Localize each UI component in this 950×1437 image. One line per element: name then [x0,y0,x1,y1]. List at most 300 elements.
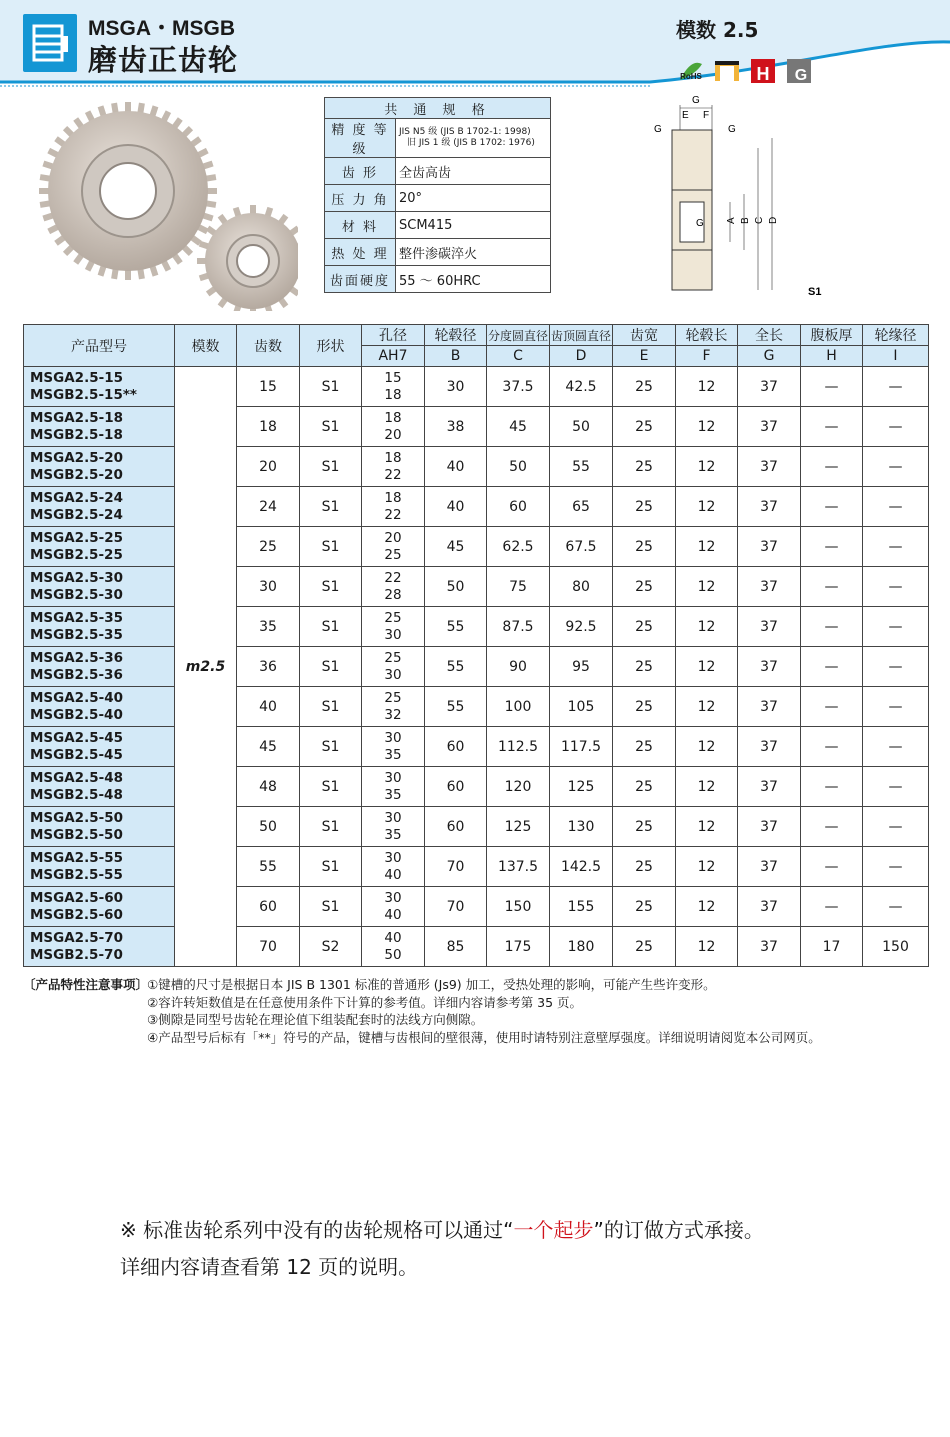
total-length [738,647,801,687]
hub-diameter-line: 70 [446,858,465,875]
product-model [24,767,175,807]
teeth-count-line: 50 [259,818,277,835]
face-width-line: 25 [635,378,653,395]
hardened-icon [748,56,778,86]
web-thickness [801,847,863,887]
product-model [24,887,175,927]
dim-label: F [703,110,710,121]
rim-diameter-line: — [888,858,903,875]
web-thickness [801,407,863,447]
hub-length-line: 12 [697,578,716,595]
bore-diameter-line: 30 [384,849,402,866]
hub-diameter [425,527,487,567]
outside-diameter [550,567,613,607]
col-subheader: D [550,346,613,367]
product-table [23,324,929,967]
dim-label: D [768,216,779,224]
bore-diameter-line: 18 [384,386,402,403]
spec-label: 压 力 角 [325,185,396,212]
pitch-diameter [487,527,550,567]
rim-diameter-line: — [888,378,903,395]
spec-precision-line1: JIS N5 级 (JIS B 1702-1: 1998) [399,127,531,137]
hub-length [676,367,738,407]
col-header: 齿顶圆直径 [550,325,613,346]
outside-diameter-line: 117.5 [560,738,602,755]
badge-row [676,56,814,86]
hub-length-line: 12 [697,738,716,755]
outside-diameter [550,927,613,967]
bore-diameter-line: 35 [384,826,402,843]
table-row [24,687,929,727]
footer-text: ※ 标准齿轮系列中没有的齿轮规格可以通过“ [120,1218,514,1242]
shape-line: S1 [321,818,340,835]
rim-diameter-line: — [888,618,903,635]
pitch-diameter-line: 45 [509,418,527,435]
bore-diameter [362,407,425,447]
outside-diameter [550,487,613,527]
bore-diameter-line: 40 [384,929,402,946]
pitch-diameter-line: 175 [504,938,532,955]
spec-precision-line2: 旧 JIS 1 级 (JIS B 1702: 1976) [407,138,535,148]
shape-line: S1 [321,458,340,475]
shape-line: S1 [321,418,340,435]
hub-length-line: 12 [697,658,716,675]
col-header: 腹板厚 [801,325,863,346]
bore-diameter [362,647,425,687]
hub-length [676,727,738,767]
bore-diameter [362,767,425,807]
shape-line: S1 [321,618,340,635]
spec-label: 材 料 [325,212,396,239]
rim-diameter [863,407,929,447]
teeth-count [237,567,300,607]
face-width [613,687,676,727]
face-width [613,447,676,487]
product-model [24,407,175,447]
face-width-line: 25 [635,498,653,515]
hub-diameter [425,767,487,807]
col-header: 齿数 [237,325,300,367]
bore-diameter-line: 18 [384,409,402,426]
product-model-line: MSGB2.5-40 [30,706,123,723]
teeth-count-line: 24 [259,498,277,515]
web-thickness [801,487,863,527]
pitch-diameter [487,687,550,727]
hub-length-line: 12 [697,458,716,475]
rim-diameter-line: 150 [882,938,909,955]
shape [300,647,362,687]
col-header: 轮毂径 [425,325,487,346]
bore-diameter-line: 15 [384,369,402,386]
product-model [24,647,175,687]
total-length-line: 37 [760,698,778,715]
bore-diameter [362,687,425,727]
hub-diameter [425,687,487,727]
outside-diameter [550,367,613,407]
shape [300,487,362,527]
face-width-line: 25 [635,738,653,755]
web-thickness-line: — [824,578,839,595]
bore-diameter [362,447,425,487]
outside-diameter [550,647,613,687]
outside-diameter-line: 105 [567,698,595,715]
rim-diameter [863,487,929,527]
bore-diameter-line: 22 [384,569,402,586]
table-row [24,647,929,687]
outside-diameter [550,687,613,727]
dim-label: G [692,95,700,106]
pitch-diameter-line: 62.5 [502,538,534,555]
total-length-line: 37 [760,778,778,795]
shape-line: S1 [321,378,340,395]
hub-length [676,687,738,727]
face-width-line: 25 [635,858,653,875]
hub-diameter-line: 70 [446,898,465,915]
teeth-count [237,687,300,727]
bore-diameter [362,367,425,407]
pitch-diameter-line: 125 [504,818,532,835]
bore-diameter [362,887,425,927]
pitch-diameter [487,767,550,807]
dim-label: E [682,110,689,121]
web-thickness-line: — [824,778,839,795]
total-length [738,687,801,727]
bore-diameter-line: 30 [384,666,402,683]
teeth-count-line: 60 [259,898,277,915]
hub-diameter-line: 60 [446,818,465,835]
hub-diameter [425,607,487,647]
rim-diameter-line: — [888,658,903,675]
series-name: MSGA・MSGB [88,17,235,40]
product-model-line: MSGA2.5-25 [30,529,123,546]
total-length [738,887,801,927]
bore-diameter-line: 40 [384,906,402,923]
hub-length-line: 12 [697,818,716,835]
hub-length-line: 12 [697,938,716,955]
hub-length [676,807,738,847]
bore-diameter-line: 32 [384,706,402,723]
total-length [738,847,801,887]
shape [300,527,362,567]
product-model-line: MSGA2.5-24 [30,489,123,506]
hub-diameter [425,847,487,887]
rim-diameter-line: — [888,578,903,595]
product-model-line: MSGB2.5-48 [30,786,123,803]
table-row [24,767,929,807]
face-width-line: 25 [635,538,653,555]
product-model [24,807,175,847]
module-label: 模数 2.5 [676,18,759,42]
product-model-line: MSGA2.5-20 [30,449,123,466]
web-thickness [801,807,863,847]
product-model-line: MSGB2.5-55 [30,866,123,883]
rim-diameter [863,647,929,687]
product-model [24,567,175,607]
pitch-diameter-line: 90 [509,658,527,675]
web-thickness-line: 17 [822,938,841,955]
page-title: 磨齿正齿轮 [88,43,239,77]
face-width [613,887,676,927]
hub-length [676,927,738,967]
pitch-diameter [487,607,550,647]
teeth-count-line: 55 [259,858,277,875]
rim-diameter [863,807,929,847]
web-thickness [801,647,863,687]
dim-label: G [654,124,662,135]
face-width [613,767,676,807]
teeth-count [237,527,300,567]
table-row [24,927,929,967]
web-thickness [801,527,863,567]
teeth-count [237,767,300,807]
total-length-line: 37 [760,658,778,675]
series-logo-icon [23,14,77,72]
product-model-line: MSGA2.5-45 [30,729,123,746]
product-model-line: MSGA2.5-70 [30,929,123,946]
outside-diameter-line: 95 [572,658,590,675]
teeth-count-line: 25 [259,538,277,555]
total-length-line: 37 [760,378,778,395]
product-model-line: MSGB2.5-70 [30,946,123,963]
product-model [24,847,175,887]
face-width-line: 25 [635,618,653,635]
rohs-badge-text: RoHS [680,72,702,81]
ground-badge-text: G [794,67,808,84]
shape [300,767,362,807]
bore-diameter-line: 20 [384,426,402,443]
hardened-badge-text: H [756,64,770,84]
total-length-line: 37 [760,938,778,955]
total-length [738,367,801,407]
web-thickness-line: — [824,418,839,435]
hub-length [676,527,738,567]
shape [300,407,362,447]
rim-diameter-line: — [888,538,903,555]
outside-diameter-line: 65 [572,498,590,515]
rim-diameter [863,727,929,767]
outside-diameter-line: 155 [567,898,595,915]
hub-length [676,447,738,487]
col-header: 模数 [175,325,237,367]
total-length [738,407,801,447]
hub-length [676,407,738,447]
spec-value: SCM415 [396,212,551,239]
ground-icon [784,56,814,86]
product-model-line: MSGB2.5-15** [30,386,137,403]
web-thickness [801,607,863,647]
product-model-line: MSGB2.5-24 [30,506,123,523]
product-model-line: MSGB2.5-50 [30,826,123,843]
web-thickness-line: — [824,698,839,715]
face-width [613,847,676,887]
shape [300,367,362,407]
face-width [613,567,676,607]
hub-length-line: 12 [697,538,716,555]
face-width-line: 25 [635,698,653,715]
hub-diameter-line: 38 [446,418,465,435]
pitch-diameter [487,487,550,527]
total-length [738,447,801,487]
teeth-count-line: 15 [259,378,277,395]
shape [300,887,362,927]
hub-diameter-line: 40 [446,498,465,515]
face-width [613,807,676,847]
rim-diameter-line: — [888,698,903,715]
teeth-count-line: 20 [259,458,277,475]
product-model-line: MSGA2.5-18 [30,409,123,426]
col-subheader: F [676,346,738,367]
hub-diameter [425,807,487,847]
face-width-line: 25 [635,458,653,475]
rim-diameter-line: — [888,418,903,435]
notes-label: 〔产品特性注意事项〕 [23,977,149,992]
outside-diameter [550,847,613,887]
teeth-count [237,847,300,887]
shape-line: S1 [321,538,340,555]
col-header: 轮缘径 [863,325,929,346]
pitch-diameter [487,407,550,447]
shape [300,567,362,607]
notes-list [147,976,821,1046]
bore-diameter-line: 30 [384,729,402,746]
table-row [24,367,929,407]
rim-diameter-line: — [888,898,903,915]
face-width [613,367,676,407]
total-length [738,727,801,767]
bore-diameter-line: 22 [384,466,402,483]
hub-length [676,487,738,527]
table-row [24,847,929,887]
hub-length-line: 12 [697,418,716,435]
teeth-count [237,927,300,967]
teeth-count [237,887,300,927]
hub-length [676,647,738,687]
hub-diameter-line: 30 [446,378,465,395]
web-thickness-line: — [824,498,839,515]
shape [300,727,362,767]
rim-diameter [863,527,929,567]
product-model-line: MSGB2.5-45 [30,746,123,763]
hub-length [676,607,738,647]
note-item: ④产品型号后标有「**」符号的产品，键槽与齿根间的壁很薄，使用时请特别注意壁厚强度。详细说明请阅览本公司网页。 [147,1029,821,1045]
hub-diameter-line: 60 [446,778,465,795]
face-width [613,927,676,967]
bore-diameter [362,727,425,767]
pitch-diameter [487,927,550,967]
table-row [24,807,929,847]
spec-value [396,119,551,158]
product-model [24,927,175,967]
bore-diameter-line: 22 [384,506,402,523]
pitch-diameter-line: 75 [509,578,527,595]
teeth-count-line: 36 [259,658,277,675]
product-model-line: MSGA2.5-40 [30,689,123,706]
outside-diameter-line: 80 [572,578,590,595]
rohs-icon [676,56,706,86]
total-length-line: 37 [760,898,778,915]
product-model-line: MSGA2.5-48 [30,769,123,786]
teeth-count [237,407,300,447]
hub-diameter [425,567,487,607]
face-width-line: 25 [635,578,653,595]
col-subheader: E [613,346,676,367]
hub-length-line: 12 [697,778,716,795]
bore-diameter-line: 28 [384,586,402,603]
face-width [613,407,676,447]
shape-line: S1 [321,898,340,915]
web-thickness-line: — [824,618,839,635]
table-row [24,887,929,927]
product-model [24,727,175,767]
bore-diameter [362,607,425,647]
bore-diameter-line: 50 [384,946,402,963]
rim-diameter [863,887,929,927]
custom-order-note [120,1212,764,1286]
spec-value: 55 ～ 60HRC [396,266,551,293]
face-width [613,487,676,527]
col-subheader: I [863,346,929,367]
face-width [613,607,676,647]
rim-diameter [863,847,929,887]
product-table-body [24,367,929,967]
pitch-diameter [487,727,550,767]
col-subheader: H [801,346,863,367]
dim-label: B [740,217,751,224]
web-thickness [801,927,863,967]
total-length-line: 37 [760,538,778,555]
face-width-line: 25 [635,418,653,435]
spec-label: 热 处 理 [325,239,396,266]
hub-length-line: 12 [697,858,716,875]
teeth-count [237,727,300,767]
outside-diameter [550,767,613,807]
face-width [613,727,676,767]
teeth-count-line: 35 [259,618,277,635]
pitch-diameter [487,447,550,487]
rim-diameter [863,687,929,727]
dim-label: A [726,217,737,224]
hub-diameter-line: 50 [446,578,465,595]
teeth-count [237,487,300,527]
hub-length-line: 12 [697,498,716,515]
rim-diameter [863,767,929,807]
teeth-count [237,367,300,407]
bore-diameter-line: 30 [384,769,402,786]
teeth-count-line: 48 [259,778,277,795]
total-length-line: 37 [760,818,778,835]
pitch-diameter [487,847,550,887]
note-item: ③侧隙是同型号齿轮在理论值下组装配套时的法线方向侧隙。 [147,1012,484,1027]
rim-diameter [863,607,929,647]
teeth-count [237,807,300,847]
hub-length-line: 12 [697,898,716,915]
shape-line: S1 [321,658,340,675]
hub-length [676,767,738,807]
bore-diameter [362,927,425,967]
shape-line: S1 [321,498,340,515]
hub-diameter-line: 45 [446,538,465,555]
shape-line: S1 [321,578,340,595]
web-thickness-line: — [824,898,839,915]
face-width-line: 25 [635,938,653,955]
hub-diameter-line: 55 [446,698,465,715]
web-thickness [801,447,863,487]
outside-diameter-line: 180 [567,938,595,955]
total-length-line: 37 [760,498,778,515]
dim-label: C [754,216,765,224]
hub-diameter [425,887,487,927]
spec-label: 齿面硬度 [325,266,396,293]
